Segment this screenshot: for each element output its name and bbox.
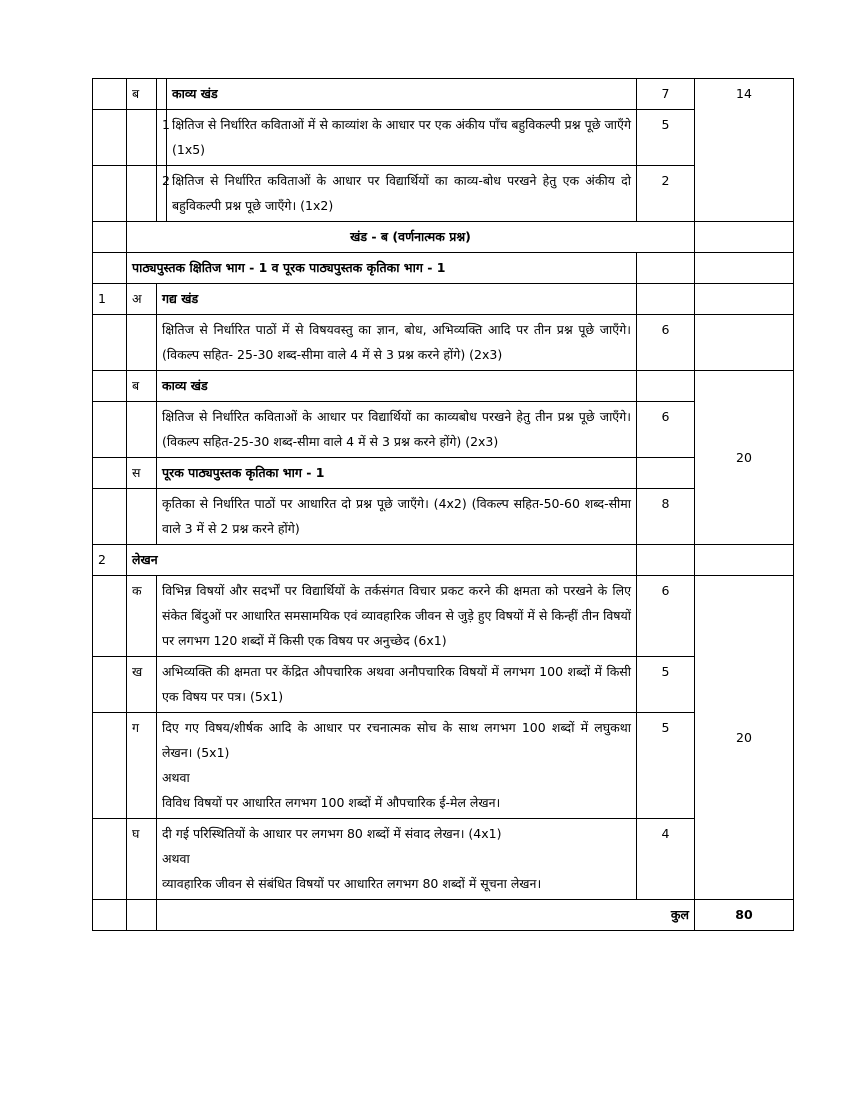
question-text: विभिन्न विषयों और सदर्भों पर विद्यार्थियों के तर्कसंगत विचार प्रकट करने की क्षमता को परखने के लिए संकेत बिंदुओं पर आधारित समसामयिक एवं व्यावहारिक जीवन से जुड़े हुए विषयों में से किन्हीं तीन विषयों पर लगभग 120 शब्दों में किसी एक विषय पर अनुच्छेद (6x1)	[157, 576, 637, 657]
or-label: अथवा	[162, 770, 190, 785]
question-text: क्षितिज से निर्धारित पाठों में से विषयवस्तु का ज्ञान, बोध, अभिव्यक्ति आदि पर तीन प्रश्न पूछे जाएँगे।(विकल्प सहित- 25-30 शब्द-सीमा वाले 4 में से 3 प्रश्न करने होंगे) (2x3)	[157, 315, 637, 371]
section-title: लेखन	[127, 545, 637, 576]
question-text-alt: विविध विषयों पर आधारित लगभग 100 शब्दों में औपचारिक ई-मेल लेखन।	[162, 795, 501, 810]
question-number: 2	[157, 166, 167, 222]
marks-cell: 7	[637, 79, 695, 110]
table-row	[93, 79, 794, 110]
marks-cell: 8	[637, 489, 695, 545]
or-label: अथवा	[162, 851, 190, 866]
table-row	[93, 315, 794, 371]
question-number: 2	[93, 545, 127, 576]
table-row	[93, 545, 794, 576]
marks-cell: 5	[637, 713, 695, 819]
marks-cell: 4	[637, 819, 695, 900]
table-row	[93, 110, 794, 166]
total-cell: 20	[695, 371, 794, 545]
table-row	[93, 371, 794, 402]
question-number: 1	[93, 284, 127, 315]
question-cell	[157, 713, 637, 819]
marks-cell: 5	[637, 657, 695, 713]
section-label: ग	[127, 713, 157, 819]
question-text: अभिव्यक्ति की क्षमता पर केंद्रित औपचारिक अथवा अनौपचारिक विषयों में लगभग 100 शब्दों में किसी एक विषय पर पत्र। (5x1)	[157, 657, 637, 713]
total-cell: 20	[695, 576, 794, 900]
table-row	[93, 402, 794, 458]
table-row	[93, 458, 794, 489]
section-label: अ	[127, 284, 157, 315]
question-text: क्षितिज से निर्धारित कविताओं में से काव्यांश के आधार पर एक अंकीय पाँच बहुविकल्पी प्रश्न पूछे जाएँगे (1x5)	[167, 110, 637, 166]
section-title: पूरक पाठ्यपुस्तक कृतिका भाग - 1	[157, 458, 637, 489]
marks-cell: 2	[637, 166, 695, 222]
question-text: क्षितिज से निर्धारित कविताओं के आधार पर विद्यार्थियों का काव्यबोध परखने हेतु तीन प्रश्न पूछे जाएँगे। (विकल्प सहित-25-30 शब्द-सीमा वाले 4 में से 3 प्रश्न करने होंगे) (2x3)	[157, 402, 637, 458]
question-text: क्षितिज से निर्धारित कविताओं के आधार पर विद्यार्थियों का काव्य-बोध परखने हेतु एक अंकीय दो बहुविकल्पी प्रश्न पूछे जाएँगे। (1x2)	[167, 166, 637, 222]
question-text: दी गई परिस्थितियों के आधार पर लगभग 80 शब्दों में संवाद लेखन। (4x1)	[162, 826, 502, 841]
table-row	[93, 819, 794, 900]
table-row	[93, 222, 794, 253]
table-row	[93, 713, 794, 819]
section-title: गद्य खंड	[157, 284, 637, 315]
marks-cell: 6	[637, 402, 695, 458]
question-number: 1	[157, 110, 167, 166]
marks-cell: 5	[637, 110, 695, 166]
section-label: स	[127, 458, 157, 489]
marks-distribution-table	[92, 78, 794, 931]
total-cell: 14	[695, 79, 794, 222]
table-row	[93, 489, 794, 545]
section-heading: खंड - ब (वर्णनात्मक प्रश्न)	[127, 222, 695, 253]
table-row	[93, 284, 794, 315]
question-cell	[157, 819, 637, 900]
marks-cell: 6	[637, 315, 695, 371]
total-label: कुल	[157, 900, 695, 931]
table-row	[93, 166, 794, 222]
textbook-heading: पाठ्यपुस्तक क्षितिज भाग - 1 व पूरक पाठ्यपुस्तक कृतिका भाग - 1	[127, 253, 637, 284]
question-text-alt: व्यावहारिक जीवन से संबंधित विषयों पर आधारित लगभग 80 शब्दों में सूचना लेखन।	[162, 876, 542, 891]
table-row	[93, 657, 794, 713]
total-row	[93, 900, 794, 931]
section-label: ख	[127, 657, 157, 713]
section-title: काव्य खंड	[157, 371, 637, 402]
section-label: ब	[127, 371, 157, 402]
section-label: क	[127, 576, 157, 657]
table-row	[93, 576, 794, 657]
marks-cell: 6	[637, 576, 695, 657]
question-text: कृतिका से निर्धारित पाठों पर आधारित दो प्रश्न पूछे जाएँगे। (4x2) (विकल्प सहित-50-60 शब्द-सीमा वाले 3 में से 2 प्रश्न करने होंगे)	[157, 489, 637, 545]
table-row	[93, 253, 794, 284]
section-title: काव्य खंड	[167, 79, 637, 110]
grand-total: 80	[695, 900, 794, 931]
section-label: ब	[127, 79, 157, 110]
question-text: दिए गए विषय/शीर्षक आदि के आधार पर रचनात्मक सोच के साथ लगभग 100 शब्दों में लघुकथा लेखन। (5x1)	[162, 720, 631, 760]
section-label: घ	[127, 819, 157, 900]
